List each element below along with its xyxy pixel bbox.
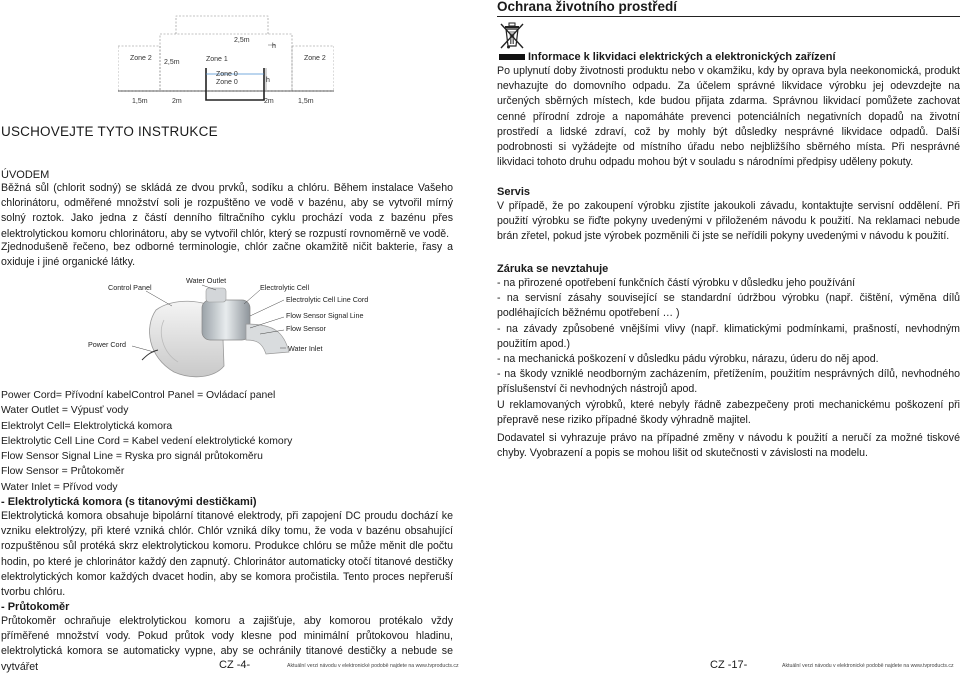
dimension-label: 2,5m bbox=[234, 37, 250, 44]
environment-title: Ochrana životního prostředí bbox=[497, 0, 678, 14]
warranty-item: - na přirozené opotřebení funkčních částí výrobku v důsledku jeho používání bbox=[497, 277, 856, 289]
chlorinator-diagram bbox=[84, 272, 374, 382]
warranty-item: - na mechanická poškození v důsledku pádu výrobku, nárazu, úderu do něj apod. bbox=[497, 353, 879, 366]
label-electrolytic-cell: Electrolytic Cell bbox=[260, 283, 310, 292]
black-bar-marker bbox=[499, 54, 525, 60]
dimension-label: 1,5m bbox=[298, 98, 314, 104]
legend-item: Water Inlet = Přívod vody bbox=[1, 481, 118, 493]
weee-title: Informace k likvidaci elektrických a elektronických zařízení bbox=[528, 51, 836, 63]
inner-zone-label: Zone 0 bbox=[216, 79, 238, 86]
dimension-label: h bbox=[266, 77, 270, 84]
warranty-list bbox=[497, 276, 960, 428]
zone-label: Zone 1 bbox=[206, 56, 228, 63]
dimension-label: 1,5m bbox=[132, 98, 148, 104]
final-note: Dodavatel si vyhrazuje právo na případné změny v návodu k použití a neručí za možné tiskové chyby. Vyobrazení a popis se mohou lišit od skutečnosti v závislosti na modelu. bbox=[497, 432, 960, 460]
legend-item: Elektrolytic Cell Line Cord = Kabel vedení elektrolytické komory bbox=[1, 435, 293, 447]
label-water-outlet: Water Outlet bbox=[186, 276, 227, 285]
label-water-inlet: Water Inlet bbox=[288, 344, 323, 353]
dimension-label: 2m bbox=[172, 98, 182, 104]
warranty-item: - na servisní zásahy související se standardní údržbou výrobku (např. čištění, výměna dílů podléhajících běžnému opotřebení … ) bbox=[497, 292, 960, 320]
warranty-item: - na závady způsobené vnějšími vlivy (např. klimatickými podmínkami, prašností, nevhodným použitím apod.) bbox=[497, 322, 960, 350]
intro-paragraph: Zjednodušeně řečeno, bez odborné terminologie, chlór začne okamžitě ničit bakterie, řasy a oxiduje i jiné organické látky. bbox=[1, 241, 453, 269]
title-rule bbox=[497, 16, 960, 17]
crossed-bin-icon bbox=[499, 20, 525, 52]
zone-label: Zone 2 bbox=[304, 55, 326, 62]
cell-section-text: Elektrolytická komora obsahuje bipolární titanové elektrody, při zapojení DC proudu dochází ke vzniku elektrolýzy, při které vzniká chlór. Chlór vzniká díky tomu, že voda v bazénu obsahující rozpuštěnou sůl protéká skrz elektrolytickou komoru. Produkce chlóru se může měnit dle počtu hodin, po které je chlorinátor každý den zapnutý. Chlorinátor automaticky otočí titanové destičky elektrolytických komor každých dvacet hodin, aby se komora pročistila. Tento proces nepřeruší tvorbu chlóru. bbox=[1, 510, 453, 599]
label-control-panel: Control Panel bbox=[108, 283, 152, 292]
right-footnote: Aktuální verzi návodu v elektronické podobě najdete na www.tvproducts.cz bbox=[782, 663, 954, 669]
warranty-title: Záruka se nevztahuje bbox=[497, 263, 609, 275]
legend-item: Flow Sensor = Průtokoměr bbox=[1, 466, 125, 478]
left-footnote: Aktuální verzi návodu v elektronické podobě najdete na www.tvproducts.cz bbox=[287, 663, 459, 669]
cell-section-title: - Elektrolytická komora (s titanovými destičkami) bbox=[1, 496, 257, 508]
label-flow-sensor: Flow Sensor bbox=[286, 324, 326, 333]
legend-item: Elektrolyt Cell= Elektrolytická komora bbox=[1, 420, 173, 432]
legend-list bbox=[1, 388, 292, 495]
inner-zone-label: Zone 0 bbox=[216, 71, 238, 78]
legend-item: Water Outlet = Výpusť vody bbox=[1, 405, 129, 417]
right-page-number: CZ -17- bbox=[710, 659, 748, 671]
intro-paragraph: Běžná sůl (chlorit sodný) se skládá ze dvou prvků, sodíku a chlóru. Během instalace Vašeho chlorinátoru, odměřené množství soli je rozpuštěno ve vodě v bazénu, aby se vytvořil mírný solný roztok. Jako jedna z částí denního filtračního cyklu prochází voda z bazénu přes elektrolytickou komoru chlorinátoru, aby se vytvořil chlór, který se rozpustí rovnoměrně ve vodě. bbox=[1, 182, 453, 240]
label-power-cord: Power Cord bbox=[88, 340, 126, 349]
label-cell-line-cord: Electrolytic Cell Line Cord bbox=[286, 295, 369, 304]
legend-item: Flow Sensor Signal Line = Ryska pro signál průtokoměru bbox=[1, 451, 263, 463]
left-page-number: CZ -4- bbox=[219, 659, 251, 671]
zone-label: Zone 2 bbox=[130, 55, 152, 62]
service-title: Servis bbox=[497, 186, 531, 198]
legend-item: Power Cord= Přívodní kabelControl Panel = Ovládací panel bbox=[1, 390, 276, 401]
pool-zone-diagram bbox=[118, 4, 334, 104]
label-flow-sensor-signal-line: Flow Sensor Signal Line bbox=[286, 311, 364, 320]
instructions-heading: USCHOVEJTE TYTO INSTRUKCE bbox=[1, 124, 218, 139]
intro-title: ÚVODEM bbox=[1, 169, 50, 181]
flow-section-text: Průtokoměr ochraňuje elektrolytickou komoru a zajišťuje, aby komorou protékalo vždy příměřené množství vody. Pokud průtok vody klesne pod minimální průtokovou hladinu, elektrolytická komora se automaticky vypne, aby se ochránily titanové destičky a nebude se vytvářet bbox=[1, 615, 453, 673]
warranty-item: - na škody vzniklé neodborným zacházením, přetížením, použitím nesprávných dílů, nevhodného příslušenství či nevhodných nástrojů apod. bbox=[497, 368, 960, 396]
dimension-label: 2m bbox=[264, 98, 274, 104]
flow-section-title: - Průtokoměr bbox=[1, 601, 70, 613]
dimension-label: h bbox=[272, 43, 276, 50]
weee-text: Po uplynutí doby životnosti produktu nebo v okamžiku, kdy by oprava byla neekonomická, produkt nevhazujte do domovního odpadu. Za účelem správné likvidace výrobku jej odevzdejte na určených sběrných místech, kde budou přijata zdarma. Správnou likvidací pomůžete zachovat cenné přírodní zdroje a napomáháte prevenci potenciálních negativních dopadů na životní prostředí a lidské zdraví, což by mohly být důsledky nesprávné likvidace odpadů. Další podrobnosti si vyžádejte od místního úřadu nebo nejbližšího sběrného místa. Při nesprávné likvidaci tohoto druhu odpadu mohou být v souladu s národními předpisy uděleny pokuty. bbox=[497, 65, 960, 169]
service-text: V případě, že po zakoupení výrobku zjistíte jakoukoli závadu, kontaktujte servisní oddělení. Při použití výrobku se řiďte pokyny uvedenými v přiloženém návodu k použití. Na reklamaci nebude brán zřetel, pokud jste výrobek pozměnili či jste se neřídili pokyny uvedenými v návodu k použití. bbox=[497, 200, 960, 243]
dimension-label: 2,5m bbox=[164, 59, 180, 66]
warranty-note: U reklamovaných výrobků, které nebyly řádně zabezpečeny proti mechanickému poškození při přepravě nese riziko případné škody výhradně majitel. bbox=[497, 398, 960, 426]
